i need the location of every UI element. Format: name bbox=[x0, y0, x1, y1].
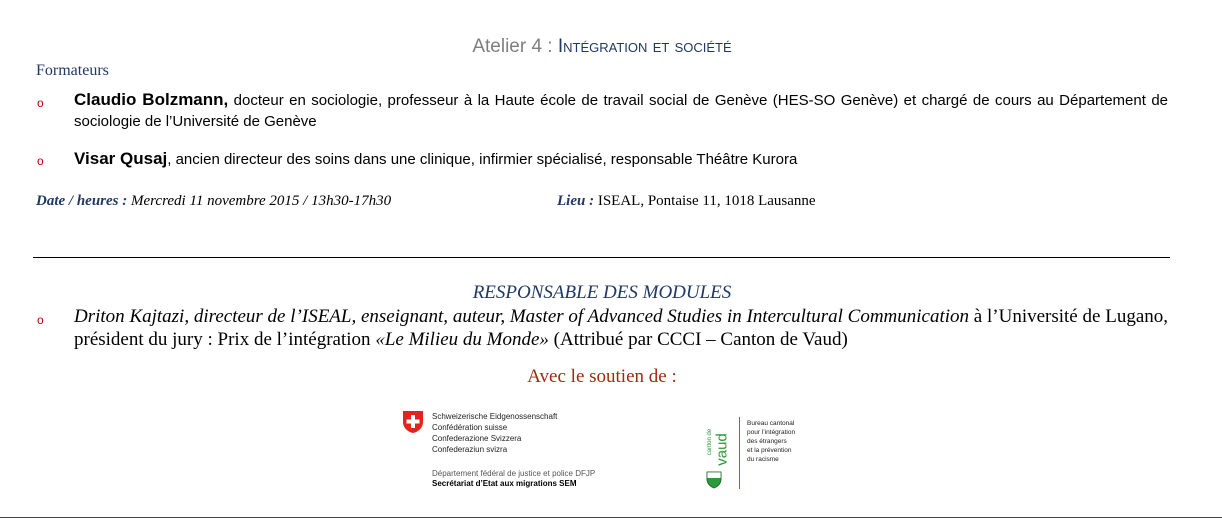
vaud-sub-label: canton de bbox=[707, 428, 713, 456]
responsable-text-1: à l’Université de Lugano, président du jury : Prix de l’intégration bbox=[74, 306, 1168, 350]
trainer-name: Visar Qusaj bbox=[74, 149, 168, 168]
trainer-item bbox=[74, 89, 1168, 132]
trainer-description: docteur en sociologie, professeur à la Haute école de travail social de Genève (HES-SO Genève) et chargé de cours au Département de sociologie de l’Université de Genève bbox=[74, 92, 1168, 130]
secretariat-name: Secrétariat d’Etat aux migrations SEM bbox=[432, 479, 577, 488]
lieu-value: ISEAL, Pontaise 11, 1018 Lausanne bbox=[594, 193, 816, 209]
responsable-italic: Driton Kajtazi, directeur de l’ISEAL, enseignant, auteur, Master of Advanced Studies in Intercultural Communication bbox=[74, 306, 970, 327]
department-name: Département fédéral de justice et police DFJP bbox=[432, 469, 596, 478]
responsable-text bbox=[74, 305, 1168, 351]
vaud-wordmark bbox=[702, 413, 731, 489]
confederation-logo bbox=[400, 408, 660, 488]
confederation-line: Schweizerische Eidgenossenschaft bbox=[432, 412, 558, 421]
bottom-divider bbox=[0, 517, 1222, 518]
vaud-shield-icon bbox=[706, 471, 722, 489]
award-name: «Le Milieu du Monde» bbox=[375, 329, 549, 350]
swiss-shield-icon bbox=[402, 410, 424, 434]
vaud-separator bbox=[739, 417, 740, 489]
vaud-line: pour l’intégration bbox=[747, 429, 796, 436]
bullet-icon: o bbox=[37, 154, 44, 168]
page-title bbox=[0, 35, 1204, 59]
section-divider bbox=[33, 257, 1170, 258]
confederation-line: Confederaziun svizra bbox=[432, 445, 508, 454]
confederation-names bbox=[432, 411, 557, 455]
bullet-icon: o bbox=[37, 96, 44, 110]
trainer-description: , ancien directeur des soins dans une clinique, infirmier spécialisé, responsable Théâtre Kurora bbox=[167, 151, 798, 168]
vaud-logo bbox=[700, 413, 840, 491]
date-label: Date / heures : bbox=[36, 193, 128, 209]
bullet-icon: o bbox=[37, 313, 44, 327]
confederation-line: Confederazione Svizzera bbox=[432, 434, 522, 443]
trainer-item bbox=[74, 148, 1168, 170]
event-location bbox=[557, 193, 816, 210]
vaud-line: Bureau cantonal bbox=[747, 420, 795, 427]
vaud-name: vaud bbox=[713, 433, 731, 466]
title-prefix: Atelier 4 : bbox=[472, 36, 558, 57]
responsable-text-2: (Attribué par CCCI – Canton de Vaud) bbox=[548, 329, 848, 350]
date-value: Mercredi 11 novembre 2015 / 13h30-17h30 bbox=[127, 193, 392, 209]
soutien-heading: Avec le soutien de : bbox=[527, 366, 677, 387]
event-date bbox=[36, 193, 391, 210]
vaud-line: des étrangers bbox=[747, 438, 787, 445]
vaud-line: et la prévention bbox=[747, 447, 792, 454]
responsable-heading: RESPONSABLE DES MODULES bbox=[472, 282, 732, 303]
title-main: Intégration et société bbox=[557, 36, 732, 57]
confederation-line: Confédération suisse bbox=[432, 423, 508, 432]
trainer-name: Claudio Bolzmann, bbox=[74, 90, 229, 109]
lieu-label: Lieu : bbox=[557, 193, 595, 209]
vaud-bureau-text bbox=[747, 419, 795, 464]
vaud-line: du racisme bbox=[747, 456, 779, 463]
formateurs-heading: Formateurs bbox=[36, 62, 109, 79]
